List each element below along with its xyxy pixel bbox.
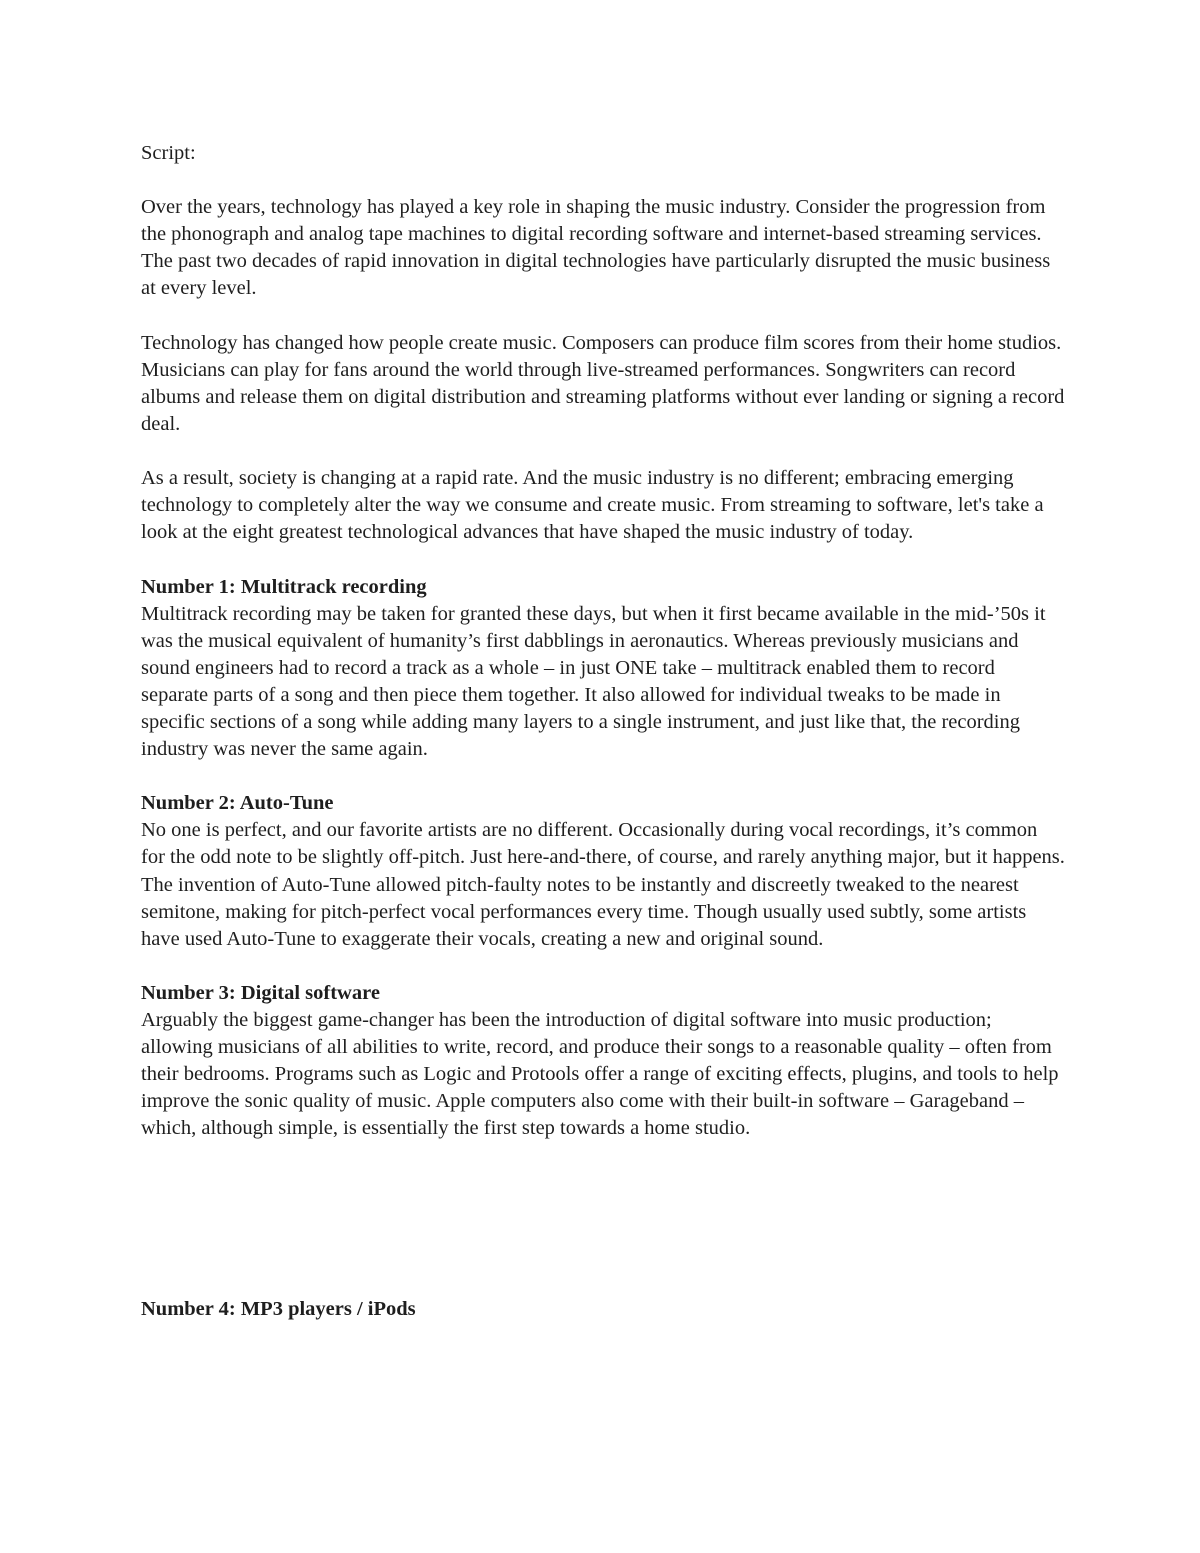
intro-paragraph-1: Over the years, technology has played a key role in shaping the music industry. Consider the progression from the phonograph and analog tape machines to digital recording software and internet-based streaming services. The past two decades of rapid innovation in digital technologies have particularly disrupted the music business at every level. <box>141 196 1051 300</box>
script-label: Script: <box>141 142 196 164</box>
intro-paragraph-2: Technology has changed how people create music. Composers can produce film scores from their home studios. Musicians can play for fans around the world through live-streamed performances. Songwriters can record albums and release them on digital distribution and streaming platforms without ever landing or signing a record deal. <box>141 331 1065 435</box>
blank-space <box>141 1170 1066 1296</box>
section-heading: Number 1: Multitrack recording <box>141 575 427 598</box>
section-heading: Number 3: Digital software <box>141 981 380 1004</box>
section-multitrack <box>141 574 1066 764</box>
section-body: No one is perfect, and our favorite artists are no different. Occasionally during vocal recordings, it’s common for the odd note to be slightly off-pitch. Just here-and-there, of course, and rarely anything major, but it happens. The invention of Auto-Tune allowed pitch-faulty notes to be instantly and discreetly tweaked to the nearest semitone, making for pitch-perfect vocal performances every time. Though usually used subtly, some artists have used Auto-Tune to exaggerate their vocals, creating a new and original sound. <box>141 819 1065 950</box>
section-heading: Number 2: Auto-Tune <box>141 792 334 815</box>
final-heading: Number 4: MP3 players / iPods <box>141 1297 416 1320</box>
intro-paragraph-3: As a result, society is changing at a rapid rate. And the music industry is no different; embracing emerging technology to completely alter the way we consume and create music. From streaming to software, let's take a look at the eight greatest technological advances that have shaped the music industry of today. <box>141 467 1044 544</box>
section-body: Multitrack recording may be taken for granted these days, but when it first became available in the mid-’50s it was the musical equivalent of humanity’s first dabblings in aeronautics. Whereas previously musicians and sound engineers had to record a track as a whole – in just ONE take – multitrack enabled them to record separate parts of a song and then piece them together. It also allowed for individual tweaks to be made in specific sections of a song while adding many layers to a single instrument, and just like that, the recording industry was never the same again. <box>141 602 1046 761</box>
document-page <box>141 140 1066 1323</box>
section-auto-tune <box>141 790 1066 953</box>
section-body: Arguably the biggest game-changer has been the introduction of digital software into music production; allowing musicians of all abilities to write, record, and produce their songs to a reasonable quality – often from their bedrooms. Programs such as Logic and Protools offer a range of exciting effects, plugins, and tools to help improve the sonic quality of music. Apple computers also come with their built-in software – Garageband – which, although simple, is essentially the first step towards a home studio. <box>141 1009 1059 1140</box>
section-digital-software <box>141 980 1066 1143</box>
